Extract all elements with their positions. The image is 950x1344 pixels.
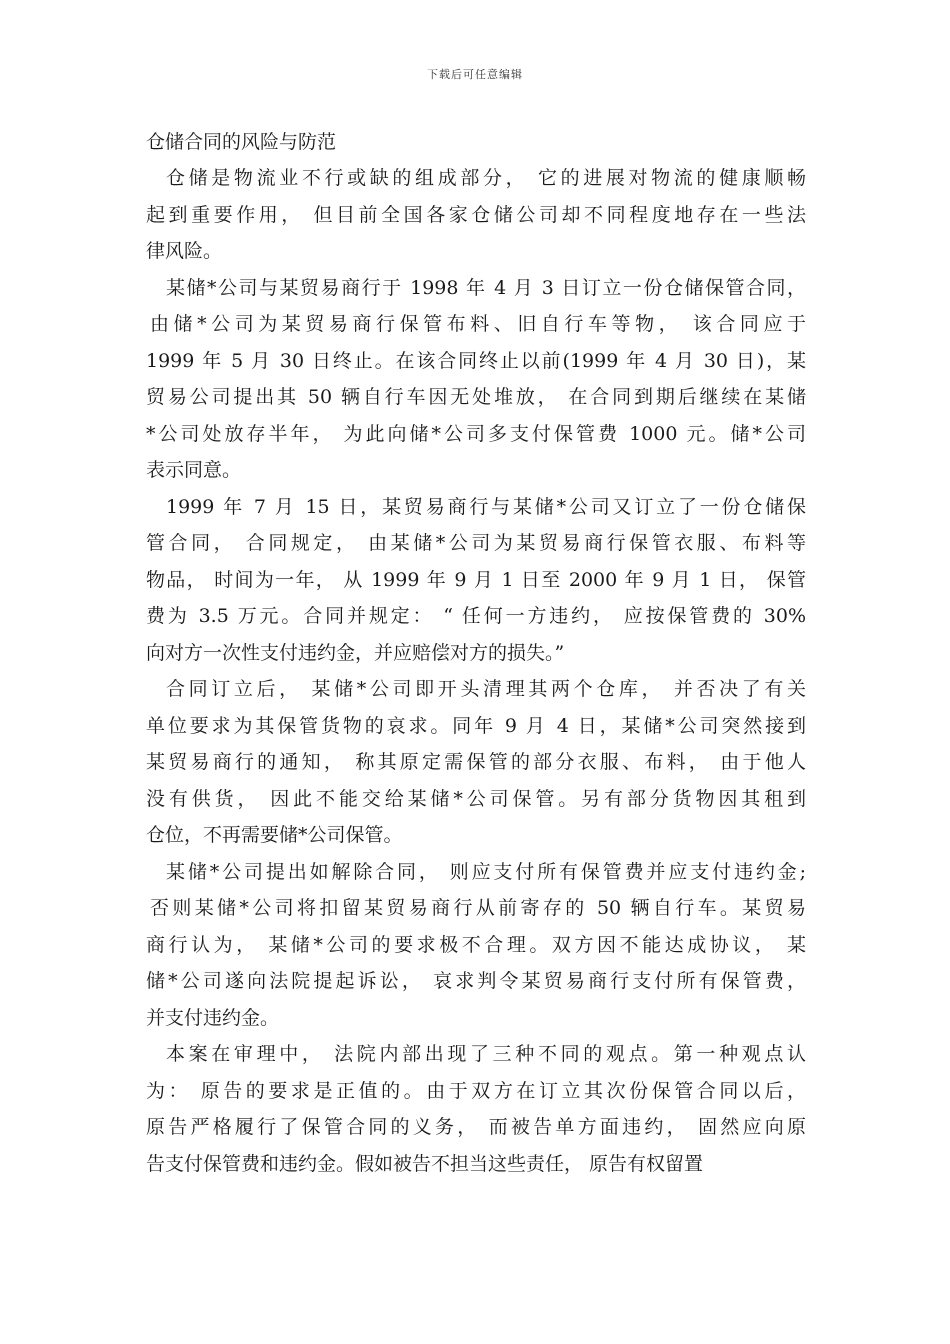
paragraph-line: 某储*公司提出如解除合同， 则应支付所有保管费并应支付违约金; xyxy=(166,860,806,883)
paragraph xyxy=(146,160,806,270)
page-header-note: 下载后可任意编辑 xyxy=(427,68,523,81)
paragraph-line: 没有供货， 因此不能交给某储*公司保管。另有部分货物因其租到 xyxy=(146,787,806,810)
paragraph-line: 为： 原告的要求是正值的。由于双方在订立其次份保管合同以后， xyxy=(146,1079,806,1102)
paragraph-line: 1999 年 7 月 15 日，某贸易商行与某储*公司又订立了一份仓储保 xyxy=(166,495,806,518)
paragraph-line: 商行认为， 某储*公司的要求极不合理。双方因不能达成协议， 某 xyxy=(146,933,806,956)
paragraph-line: 贸易公司提出其 50 辆自行车因无处堆放， 在合同到期后继续在某储 xyxy=(146,386,806,408)
paragraph-line: 原告严格履行了保管合同的义务， 而被告单方面违约， 固然应向原 xyxy=(146,1116,806,1138)
document-title: 仓储合同的风险与防范 xyxy=(146,131,337,153)
paragraph-line: 费为 3.5 万元。合同并规定： “ 任何一方违约， 应按保管费的 30% xyxy=(146,605,806,627)
paragraph xyxy=(146,671,806,854)
paragraph-line: 某储*公司与某贸易商行于 1998 年 4 月 3 日订立一份仓储保管合同， xyxy=(166,276,806,299)
paragraph-line: *公司处放存半年， 为此向储*公司多支付保管费 1000 元。储*公司 xyxy=(146,422,806,445)
paragraph-line: 某贸易商行的通知， 称其原定需保管的部分衣服、布料， 由于他人 xyxy=(146,751,806,773)
paragraph-line: 起到重要作用， 但目前全国各家仓储公司却不同程度地存在一些法 xyxy=(146,203,806,226)
paragraph-line: 仓位，不再需要储*公司保管。 xyxy=(146,824,403,846)
paragraph-line: 仓储是物流业不行或缺的组成部分， 它的进展对物流的健康顺畅 xyxy=(166,167,806,189)
paragraph-line: 向对方一次性支付违约金，并应赔偿对方的损失。” xyxy=(146,641,565,664)
document-body xyxy=(146,124,806,1182)
paragraph xyxy=(146,854,806,1037)
paragraph-line: 并支付违约金。 xyxy=(146,1006,280,1029)
paragraph xyxy=(146,489,806,672)
paragraph-list xyxy=(146,160,806,1182)
paragraph-line: 1999 年 5 月 30 日终止。在该合同终止以前(1999 年 4 月 30 日)，某 xyxy=(146,349,806,372)
paragraph-line: 本案在审理中， 法院内部出现了三种不同的观点。第一种观点认 xyxy=(166,1043,806,1065)
paragraph-line: 由储*公司为某贸易商行保管布料、旧自行车等物， 该合同应于 xyxy=(150,313,806,335)
paragraph-line: 管合同， 合同规定， 由某储*公司为某贸易商行保管衣服、布料等 xyxy=(146,532,806,554)
paragraph-line: 物品， 时间为一年， 从 1999 年 9 月 1 日至 2000 年 9 月 1 日， 保管 xyxy=(146,568,806,591)
paragraph-line: 储*公司遂向法院提起诉讼， 哀求判令某贸易商行支付所有保管费， xyxy=(146,970,806,992)
paragraph xyxy=(146,1036,806,1182)
paragraph xyxy=(146,270,806,489)
paragraph-line: 合同订立后， 某储*公司即开头清理其两个仓库， 并否决了有关 xyxy=(166,678,806,700)
paragraph-line: 表示同意。 xyxy=(146,459,242,481)
paragraph-line: 单位要求为其保管货物的哀求。同年 9 月 4 日，某储*公司突然接到 xyxy=(146,714,806,737)
paragraph-line: 律风险。 xyxy=(146,240,223,262)
paragraph-line: 告支付保管费和违约金。假如被告不担当这些责任， 原告有权留置 xyxy=(146,1152,704,1175)
paragraph-line: 否则某储*公司将扣留某贸易商行从前寄存的 50 辆自行车。某贸易 xyxy=(150,897,806,919)
